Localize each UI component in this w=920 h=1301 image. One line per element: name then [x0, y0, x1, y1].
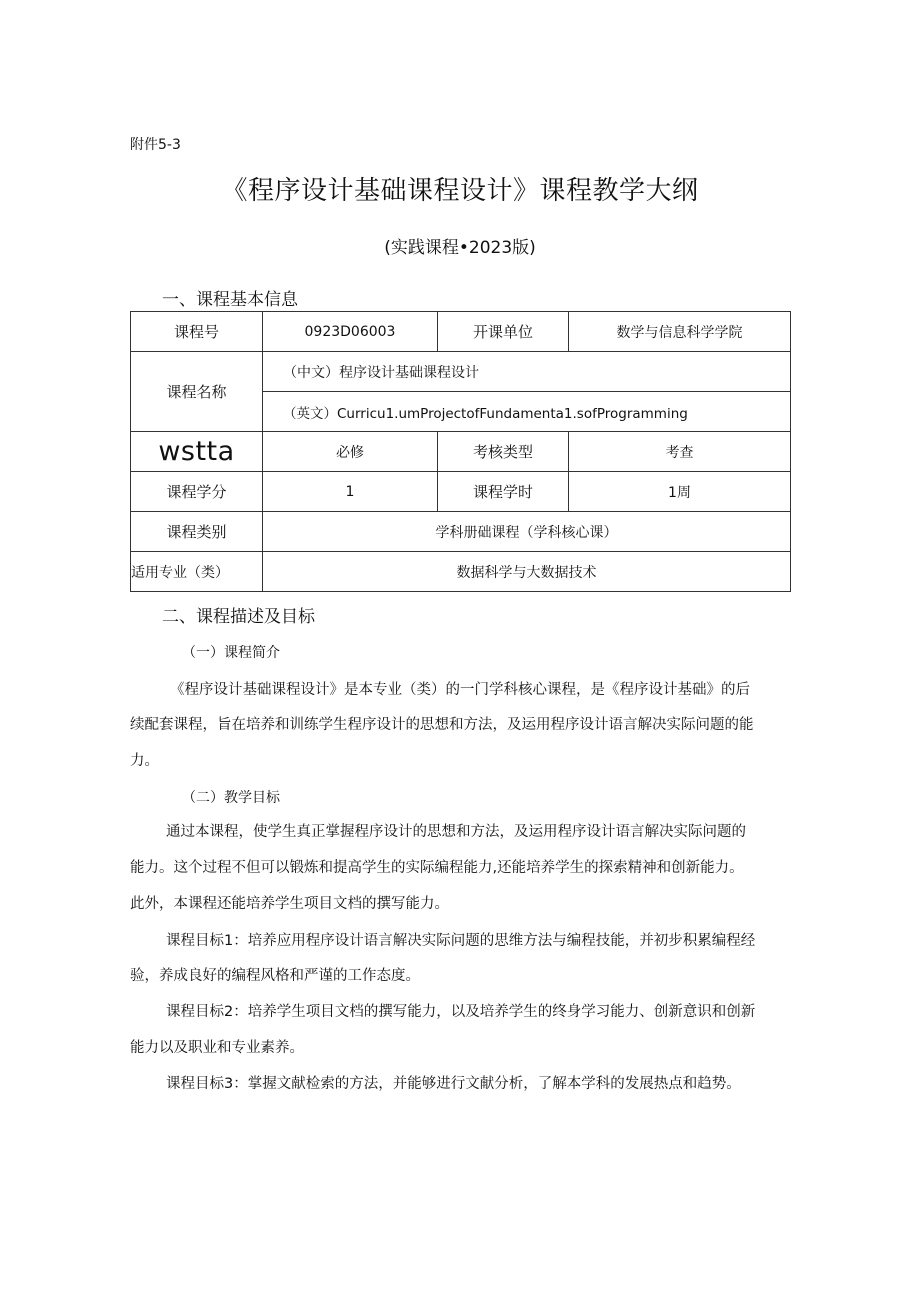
table-row [131, 312, 791, 352]
course-code-value: 0923D06003 [263, 312, 438, 352]
goal-paragraph-line-2: 能力。这个过程不但可以锻炼和提高学生的实际编程能力,还能培养学生的探索精神和创新能力。 [130, 860, 744, 876]
course-name-english: （英文）Curricu1.umProjectofFundamenta1.sofProgramming [263, 392, 791, 432]
course-category-value: 学科册础课程（学科核心课） [263, 512, 791, 552]
applicable-major-label: 适用专业（类） [131, 552, 263, 592]
section-heading-description: 二、课程描述及目标 [162, 607, 315, 627]
objective-1-line-1: 课程目标1：培养应用程序设计语言解决实际问题的思维方法与编程技能，并初步积累编程经 [166, 933, 756, 949]
objective-3-line-1: 课程目标3：掌握文献检索的方法，并能够进行文献分析，了解本学科的发展热点和趋势。 [166, 1076, 741, 1092]
intro-paragraph-line-1: 《程序设计基础课程设计》是本专业（类）的一门学科核心课程，是《程序设计基础》的后 [170, 682, 750, 698]
document-title: 《程序设计基础课程设计》课程教学大纲 [221, 176, 699, 206]
table-row [131, 472, 791, 512]
course-hours-label: 课程学时 [438, 472, 569, 512]
table-row [131, 352, 791, 392]
intro-heading: （一）课程简介 [182, 645, 280, 661]
offering-unit-label: 开课单位 [438, 312, 569, 352]
exam-type-value: 考查 [569, 432, 791, 472]
intro-paragraph-line-2: 续配套课程，旨在培养和训练学生程序设计的思想和方法，及运用程序设计语言解决实际问题的能 [130, 717, 754, 733]
course-info-table [130, 311, 791, 592]
table-row [131, 512, 791, 552]
document-subtitle: (实践课程•2023版) [384, 238, 536, 258]
course-credit-value: 1 [263, 472, 438, 512]
section-heading-basic-info: 一、课程基本信息 [162, 290, 298, 310]
offering-unit-value: 数学与信息科学学院 [569, 312, 791, 352]
course-hours-value: 1周 [569, 472, 791, 512]
objective-2-line-2: 能力以及职业和专业素养。 [130, 1040, 304, 1056]
table-row [131, 432, 791, 472]
course-nature-value: 必修 [263, 432, 438, 472]
applicable-major-value: 数据科学与大数据技术 [263, 552, 791, 592]
objective-1-line-2: 验，养成良好的编程风格和严谨的工作态度。 [130, 968, 420, 984]
course-credit-label: 课程学分 [131, 472, 263, 512]
course-name-label: 课程名称 [131, 352, 263, 432]
goal-paragraph-line-3: 此外，本课程还能培养学生项目文档的撰写能力。 [130, 896, 449, 912]
table-row [131, 552, 791, 592]
course-category-label: 课程类别 [131, 512, 263, 552]
exam-type-label: 考核类型 [438, 432, 569, 472]
goal-paragraph-line-1: 通过本课程，使学生真正掌握程序设计的思想和方法，及运用程序设计语言解决实际问题的 [166, 824, 746, 840]
course-name-chinese: （中文）程序设计基础课程设计 [263, 352, 791, 392]
goal-heading: （二）教学目标 [182, 790, 280, 806]
attachment-number: 附件5-3 [130, 137, 181, 153]
course-nature-label: wstta [131, 432, 263, 472]
intro-paragraph-line-3: 力。 [130, 753, 159, 769]
objective-2-line-1: 课程目标2：培养学生项目文档的撰写能力，以及培养学生的终身学习能力、创新意识和创新 [166, 1004, 756, 1020]
course-code-label: 课程号 [131, 312, 263, 352]
